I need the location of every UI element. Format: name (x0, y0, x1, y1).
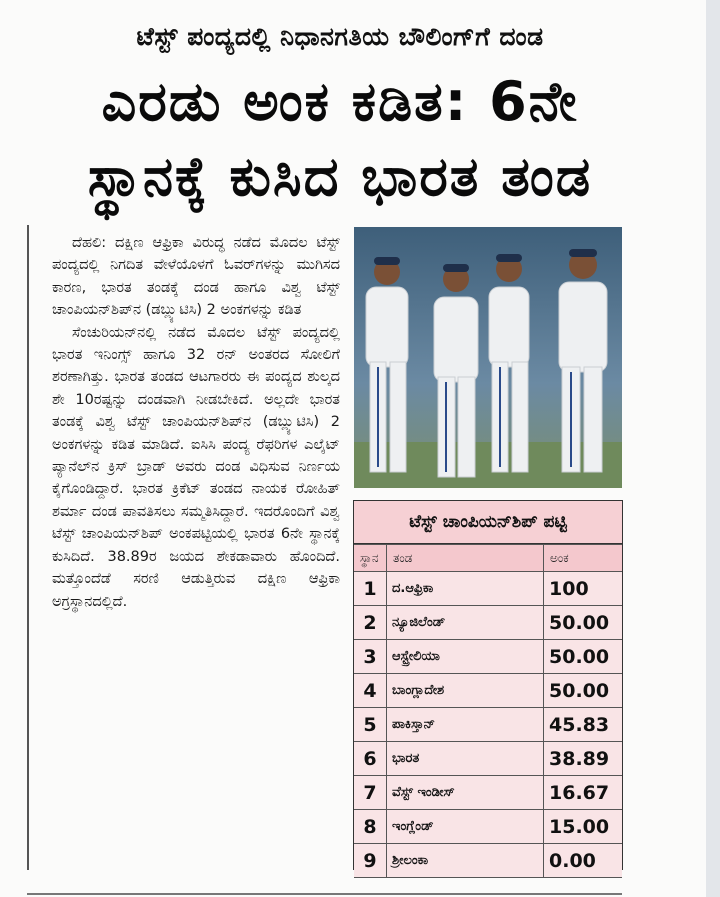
team-cell: ಇಂಗ್ಲೆಂಡ್ (387, 810, 544, 844)
points-cell: 38.89 (544, 742, 623, 776)
bottom-rule (27, 893, 622, 895)
story-paragraph: ಸೆಂಚುರಿಯನ್‌ನಲ್ಲಿ ನಡೆದ ಮೊದಲ ಟೆಸ್ಟ್ ಪಂದ್ಯದಲ್ಲಿ ಭಾರತ ಇನಿಂಗ್ಸ್ ಹಾಗೂ 32 ರನ್ ಅಂತರದ ಸೋಲಿಗೆ ಶರಣಾಗಿತ್ತು. ಭಾರತ ತಂಡದ ಆಟಗಾರರು ಈ ಪಂದ್ಯದ ಶುಲ್ಕದ ಶೇ 10ರಷ್ಟನ್ನು ದಂಡವಾಗಿ ನೀಡಬೇಕಿದೆ. ಅಲ್ಲದೇ ಭಾರತ ತಂಡಕ್ಕೆ ವಿಶ್ವ ಟೆಸ್ಟ್ ಚಾಂಪಿಯನ್‌ಶಿಪ್‌ನ (ಡಬ್ಲ್ಯುಟಿಸಿ) 2 ಅಂಕಗಳನ್ನು ಕಡಿತ ಮಾಡಿದೆ. ಐಸಿಸಿ ಪಂದ್ಯ ರೆಫರಿಗಳ ಎಲೈಟ್ ಪ್ಯಾನೆಲ್‌ನ ಕ್ರಿಸ್ ಬ್ರಾಡ್ ಅವರು ದಂಡ ವಿಧಿಸುವ ನಿರ್ಣಯ ಕೈಗೊಂಡಿದ್ದಾರೆ. ಭಾರತ ಕ್ರಿಕೆಟ್ ತಂಡದ ನಾಯಕ ರೋಹಿತ್ ಶರ್ಮಾ ದಂಡ ಪಾವತಿಸಲು ಸಮ್ಮತಿಸಿದ್ದಾರೆ. ಇದರೊಂದಿಗೆ ವಿಶ್ವ ಟೆಸ್ಟ್ ಚಾಂಪಿಯನ್‌ಶಿಪ್ ಅಂಕಪಟ್ಟಿಯಲ್ಲಿ ಭಾರತ 6ನೇ ಸ್ಥಾನಕ್ಕೆ ಕುಸಿದಿದೆ. 38.89ರ ಜಯದ ಶೇಕಡಾವಾರು ಹೊಂದಿದೆ. ಮತ್ತೊಂದೆಡೆ ಸರಣಿ ಆಡುತ್ತಿರುವ ದಕ್ಷಿಣ ಆಫ್ರಿಕಾ ಅಗ್ರಸ್ಥಾನದಲ್ಲಿದೆ. (52, 324, 340, 610)
page-margin (706, 0, 720, 897)
rank-cell: 8 (354, 810, 387, 844)
header-team: ತಂಡ (387, 545, 544, 572)
rank-cell: 5 (354, 708, 387, 742)
team-cell: ಶ್ರೀಲಂಕಾ (387, 844, 544, 878)
table-row (354, 742, 622, 776)
table-row (354, 606, 622, 640)
headline-line-1: ಎರಡು ಅಂಕ ಕಡಿತ: 6ನೇ (101, 70, 579, 133)
header-rank: ಸ್ಥಾನ (354, 545, 387, 572)
header-points: ಅಂಕ (544, 545, 623, 572)
column-rule (27, 225, 29, 870)
rank-cell: 6 (354, 742, 387, 776)
table-title: ಟೆಸ್ಟ್ ಚಾಂಪಿಯನ್‌ಶಿಪ್ ಪಟ್ಟಿ (354, 501, 622, 544)
story-body (52, 232, 340, 613)
table-row (354, 640, 622, 674)
points-cell: 45.83 (544, 708, 623, 742)
rank-cell: 2 (354, 606, 387, 640)
points-cell: 15.00 (544, 810, 623, 844)
championship-table (353, 500, 623, 870)
table-row (354, 708, 622, 742)
photo-illustration (354, 227, 622, 488)
table-header-row (354, 545, 622, 572)
cricket-team-photo (354, 227, 622, 488)
points-cell: 16.67 (544, 776, 623, 810)
rank-cell: 4 (354, 674, 387, 708)
rank-cell: 1 (354, 572, 387, 606)
standings-table (354, 544, 622, 878)
points-cell: 50.00 (544, 640, 623, 674)
story-paragraph: ದೆಹಲಿ: ದಕ್ಷಿಣ ಆಫ್ರಿಕಾ ವಿರುದ್ಧ ನಡೆದ ಮೊದಲ ಟೆಸ್ಟ್ ಪಂದ್ಯದಲ್ಲಿ ನಿಗದಿತ ವೇಳೆಯೊಳಗೆ ಓವರ್‌ಗಳನ್ನು ಮುಗಿಸದ ಕಾರಣ, ಭಾರತ ತಂಡಕ್ಕೆ ದಂಡ ಹಾಗೂ ವಿಶ್ವ ಟೆಸ್ಟ್ ಚಾಂಪಿಯನ್‌ಶಿಪ್‌ನ (ಡಬ್ಲ್ಯುಟಿಸಿ) 2 ಅಂಕಗಳನ್ನು ಕಡಿತ (52, 235, 340, 319)
team-cell: ವೆಸ್ಟ್ ಇಂಡೀಸ್ (387, 776, 544, 810)
team-cell: ಆಸ್ಟ್ರೇಲಿಯಾ (387, 640, 544, 674)
rank-cell: 3 (354, 640, 387, 674)
table-row (354, 572, 622, 606)
points-cell: 0.00 (544, 844, 623, 878)
table-row (354, 810, 622, 844)
table-row (354, 674, 622, 708)
rank-cell: 7 (354, 776, 387, 810)
team-cell: ಪಾಕಿಸ್ತಾನ್ (387, 708, 544, 742)
rank-cell: 9 (354, 844, 387, 878)
team-cell: ಬಾಂಗ್ಲಾದೇಶ (387, 674, 544, 708)
table-row (354, 776, 622, 810)
headline-line-2: ಸ್ಥಾನಕ್ಕೆ ಕುಸಿದ ಭಾರತ ತಂಡ (87, 145, 593, 208)
team-cell: ಭಾರತ (387, 742, 544, 776)
table-row (354, 844, 622, 878)
team-cell: ದ.ಆಫ್ರಿಕಾ (387, 572, 544, 606)
points-cell: 100 (544, 572, 623, 606)
points-cell: 50.00 (544, 674, 623, 708)
points-cell: 50.00 (544, 606, 623, 640)
team-cell: ನ್ಯೂಜಿಲೆಂಡ್ (387, 606, 544, 640)
kicker: ಟೆಸ್ಟ್ ಪಂದ್ಯದಲ್ಲಿ ನಿಧಾನಗತಿಯ ಬೌಲಿಂಗ್‌ಗೆ ದಂಡ (136, 22, 544, 51)
